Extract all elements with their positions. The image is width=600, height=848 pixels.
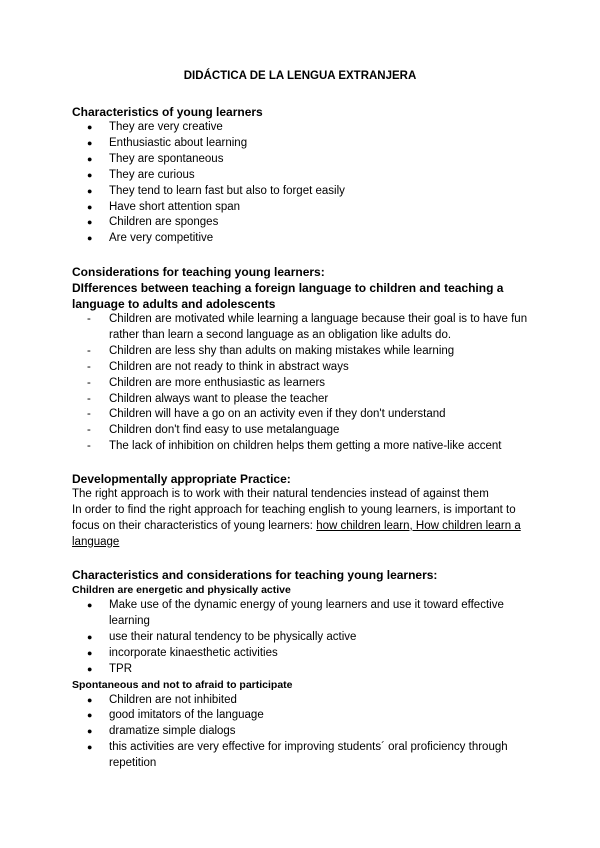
bullet-marker: ●	[87, 726, 93, 737]
list-item	[72, 423, 542, 439]
list-item	[72, 407, 542, 423]
dash-marker: -	[87, 424, 91, 437]
list-item-text: Children always want to please the teacher	[109, 392, 329, 405]
section-subheading: DIfferences between teaching a foreign language to children and teaching a language to adults and adolescents	[72, 281, 504, 311]
list-item-text: Are very competitive	[109, 232, 214, 245]
list-item	[72, 231, 542, 247]
list-item	[72, 200, 542, 216]
document-title: DIDÁCTICA DE LA LENGUA EXTRANJERA	[183, 70, 417, 82]
list-item-text: The lack of inhibition on children helps them getting a more native-like accent	[109, 440, 502, 453]
list-item-text: this activities are very effective for improving students´ oral proficiency through repetition	[109, 741, 508, 770]
list-item	[72, 344, 542, 360]
bullet-marker: ●	[87, 742, 93, 753]
list-item-text: Children are motivated while learning a language because their goal is to have fun rather than learn a second language as an obligation like adults do.	[109, 313, 528, 341]
section-appropriate-practice	[72, 471, 542, 551]
list-item-text: Children don't find easy to use metalanguage	[109, 424, 340, 437]
bullet-marker: ●	[87, 600, 93, 610]
list-item	[72, 152, 542, 168]
section-heading: Characteristics and considerations for teaching young learners:	[72, 568, 438, 582]
list-item-text: Children are not inhibited	[109, 693, 237, 706]
bullet-marker: ●	[87, 201, 93, 212]
subsection-heading: Children are energetic and physically active	[72, 584, 291, 596]
list-item	[72, 376, 542, 392]
list-item	[72, 360, 542, 376]
list-item-text: Children are less shy than adults on making mistakes while learning	[109, 344, 455, 357]
paragraph-approach: The right approach is to work with their natural tendencies instead of against them	[72, 488, 489, 500]
section-heading: Developmentally appropriate Practice:	[72, 472, 291, 486]
list-item	[72, 693, 542, 709]
bullet-marker: ●	[87, 137, 93, 148]
section-considerations	[72, 264, 542, 455]
list-item	[72, 740, 542, 772]
list-item-text: They are very creative	[109, 121, 223, 133]
list-item-text: They are spontaneous	[109, 152, 224, 165]
bullet-marker: ●	[87, 694, 93, 705]
list-item	[72, 215, 542, 231]
paragraph-focus-text: In order to find the right approach for teaching english to young learners, is important to focus on their characteristics of young learners:	[72, 503, 516, 532]
list-item-text: use their natural tendency to be physically active	[109, 630, 357, 643]
bullet-marker: ●	[87, 217, 93, 228]
list-item	[72, 184, 542, 200]
bullet-marker: ●	[87, 631, 93, 642]
list-item-text: They tend to learn fast but also to forget easily	[109, 184, 345, 197]
list-item-text: dramatize simple dialogs	[109, 725, 236, 738]
list-item-text: good imitators of the language	[109, 709, 264, 722]
section-young-learners	[72, 104, 542, 247]
list-item	[72, 120, 542, 136]
list-item	[72, 392, 542, 408]
dash-marker: -	[87, 360, 91, 373]
bullet-marker: ●	[87, 663, 93, 674]
section-heading: Characteristics of young learners	[72, 105, 263, 119]
dash-marker: -	[87, 344, 91, 357]
list-item	[72, 724, 542, 740]
dash-marker: -	[87, 313, 91, 325]
characteristics-list	[72, 120, 542, 247]
list-item-text: incorporate kinaesthetic activities	[109, 646, 278, 659]
dash-marker: -	[87, 392, 91, 405]
list-item	[72, 136, 542, 152]
list-item-text: Children are sponges	[109, 216, 219, 229]
bullet-marker: ●	[87, 233, 93, 244]
bullet-marker: ●	[87, 169, 93, 180]
dash-marker: -	[87, 408, 91, 421]
bullet-marker: ●	[87, 153, 93, 164]
list-item	[72, 708, 542, 724]
list-item-text: Have short attention span	[109, 200, 241, 213]
list-item-text: Children will have a go on an activity even if they don't understand	[109, 408, 446, 421]
spontaneous-list	[72, 693, 542, 773]
list-item-text: TPR	[109, 662, 132, 675]
paragraph-focus	[72, 503, 542, 551]
bullet-marker: ●	[87, 710, 93, 721]
list-item	[72, 630, 542, 646]
list-item	[72, 646, 542, 662]
list-item	[72, 168, 542, 184]
list-item-text: Enthusiastic about learning	[109, 136, 248, 149]
energetic-list	[72, 598, 542, 678]
differences-list	[72, 312, 542, 455]
bullet-marker: ●	[87, 185, 93, 196]
list-item	[72, 662, 542, 678]
dash-marker: -	[87, 376, 91, 389]
bullet-marker: ●	[87, 647, 93, 658]
list-item-text: Make use of the dynamic energy of young learners and use it toward effective learning	[109, 599, 504, 627]
underlined-reference: how children learn, How children learn a language	[72, 519, 521, 548]
list-item	[72, 598, 542, 630]
section-characteristics-considerations	[72, 567, 542, 772]
dash-marker: -	[87, 440, 91, 453]
list-item	[72, 312, 542, 344]
section-heading: Considerations for teaching young learners:	[72, 265, 325, 279]
list-item-text: Children are more enthusiastic as learners	[109, 376, 326, 389]
list-item-text: Children are not ready to think in abstract ways	[109, 360, 349, 373]
subsection-heading: Spontaneous and not to afraid to participate	[72, 678, 293, 691]
bullet-marker: ●	[87, 122, 93, 132]
list-item	[72, 439, 542, 455]
list-item-text: They are curious	[109, 168, 195, 181]
